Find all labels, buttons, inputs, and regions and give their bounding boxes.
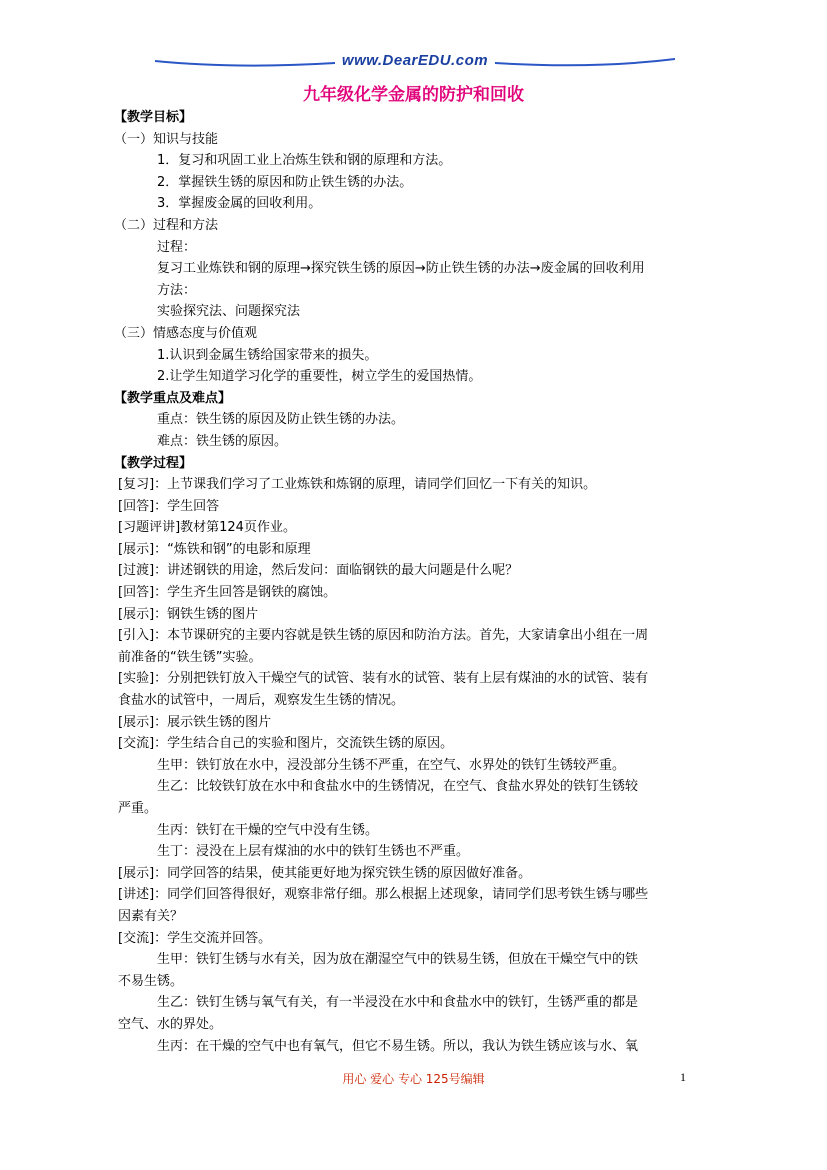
text-line: [交流]：学生结合自己的实验和图片，交流铁生锈的原因。 (118, 736, 454, 752)
text-line: （一）知识与技能 (114, 131, 219, 147)
header-logo (155, 50, 675, 72)
text-line: 生丙：在干燥的空气中也有氧气，但它不易生锈。所以，我认为铁生锈应该与水、氧 (157, 1038, 639, 1054)
text-line: 严重。 (118, 801, 158, 816)
text-line: 1．复习和巩固工业上冶炼生铁和钢的原理和方法。 (157, 153, 452, 169)
text-line: 过程： (157, 239, 197, 255)
text-line: （三）情感态度与价值观 (114, 325, 258, 341)
text-line: [回答]：学生回答 (118, 498, 220, 514)
text-line: 生甲：铁钉放在水中，浸没部分生锈不严重，在空气、水界处的铁钉生锈较严重。 (157, 757, 626, 773)
text-line: 实验探究法、问题探究法 (157, 304, 301, 320)
text-line: 难点：铁生锈的原因。 (157, 433, 288, 449)
text-line: 生丁：浸没在上层有煤油的水中的铁钉生锈也不严重。 (157, 844, 470, 860)
text-line: 生甲：铁钉生锈与水有关，因为放在潮湿空气中的铁易生锈，但放在干燥空气中的铁 (157, 952, 639, 968)
document-body (114, 107, 714, 1057)
text-line: 3．掌握废金属的回收利用。 (157, 196, 322, 212)
text-line: 复习工业炼铁和钢的原理→探究铁生锈的原因→防止铁生锈的办法→废金属的回收利用 (157, 261, 645, 277)
text-line: [展示]：“炼铁和钢”的电影和原理 (118, 541, 311, 557)
text-line: 前准备的“铁生锈”实验。 (118, 649, 262, 665)
text-line: 1.认识到金属生锈给国家带来的损失。 (157, 347, 378, 363)
text-line: [交流]：学生交流并回答。 (118, 930, 272, 946)
text-line: [回答]：学生齐生回答是钢铁的腐蚀。 (118, 585, 337, 601)
text-line: 生乙：比较铁钉放在水中和食盐水中的生锈情况，在空气、食盐水界处的铁钉生锈较 (157, 779, 639, 795)
text-line: 不易生锈。 (118, 973, 184, 989)
text-line: [习题评讲]教材第124页作业。 (118, 520, 296, 536)
section-heading: 【教学过程】 (114, 455, 193, 471)
text-line: [展示]：钢铁生锈的图片 (118, 606, 259, 622)
text-line: 重点：铁生锈的原因及防止铁生锈的办法。 (157, 412, 405, 428)
text-line: 食盐水的试管中，一周后，观察发生生锈的情况。 (118, 693, 405, 709)
text-line: 2．掌握铁生锈的原因和防止铁生锈的办法。 (157, 174, 413, 190)
section-heading: 【教学重点及难点】 (114, 390, 232, 406)
section-heading: 【教学目标】 (114, 110, 193, 125)
text-line: [复习]：上节课我们学习了工业炼铁和炼钢的原理，请同学们回忆一下有关的知识。 (118, 477, 597, 493)
page-number: 1 (680, 1070, 686, 1084)
text-line: 2.让学生知道学习化学的重要性，树立学生的爱国热情。 (157, 369, 482, 385)
text-line: [引入]：本节课研究的主要内容就是铁生锈的原因和防治方法。首先，大家请拿出小组在一周 (118, 628, 649, 644)
text-line: [讲述]：同学们回答得很好，观察非常仔细。那么根据上述现象，请同学们思考铁生锈与哪些 (118, 887, 649, 903)
text-line: 空气、水的界处。 (118, 1016, 223, 1032)
text-line: 因素有关？ (118, 908, 184, 924)
text-line: 方法： (157, 282, 197, 298)
text-line: 生乙：铁钉生锈与氧气有关，有一半浸没在水中和食盐水中的铁钉，生锈严重的都是 (157, 995, 639, 1011)
site-name[interactable]: www.DearEDU.com (341, 52, 489, 69)
text-line: （二）过程和方法 (114, 217, 219, 233)
text-line: [展示]：展示铁生锈的图片 (118, 714, 272, 730)
text-line: [展示]：同学回答的结果，使其能更好地为探究铁生锈的原因做好准备。 (118, 865, 532, 881)
footer-text: 用心 爱心 专心 125号编辑 (342, 1072, 485, 1086)
text-line: [过渡]：讲述钢铁的用途，然后发问：面临钢铁的最大问题是什么呢？ (118, 563, 519, 579)
text-line: [实验]：分别把铁钉放入干燥空气的试管、装有水的试管、装有上层有煤油的水的试管、装有 (118, 671, 649, 687)
document-title: 九年级化学金属的防护和回收 (303, 85, 524, 105)
text-line: 生丙：铁钉在干燥的空气中没有生锈。 (157, 822, 379, 838)
